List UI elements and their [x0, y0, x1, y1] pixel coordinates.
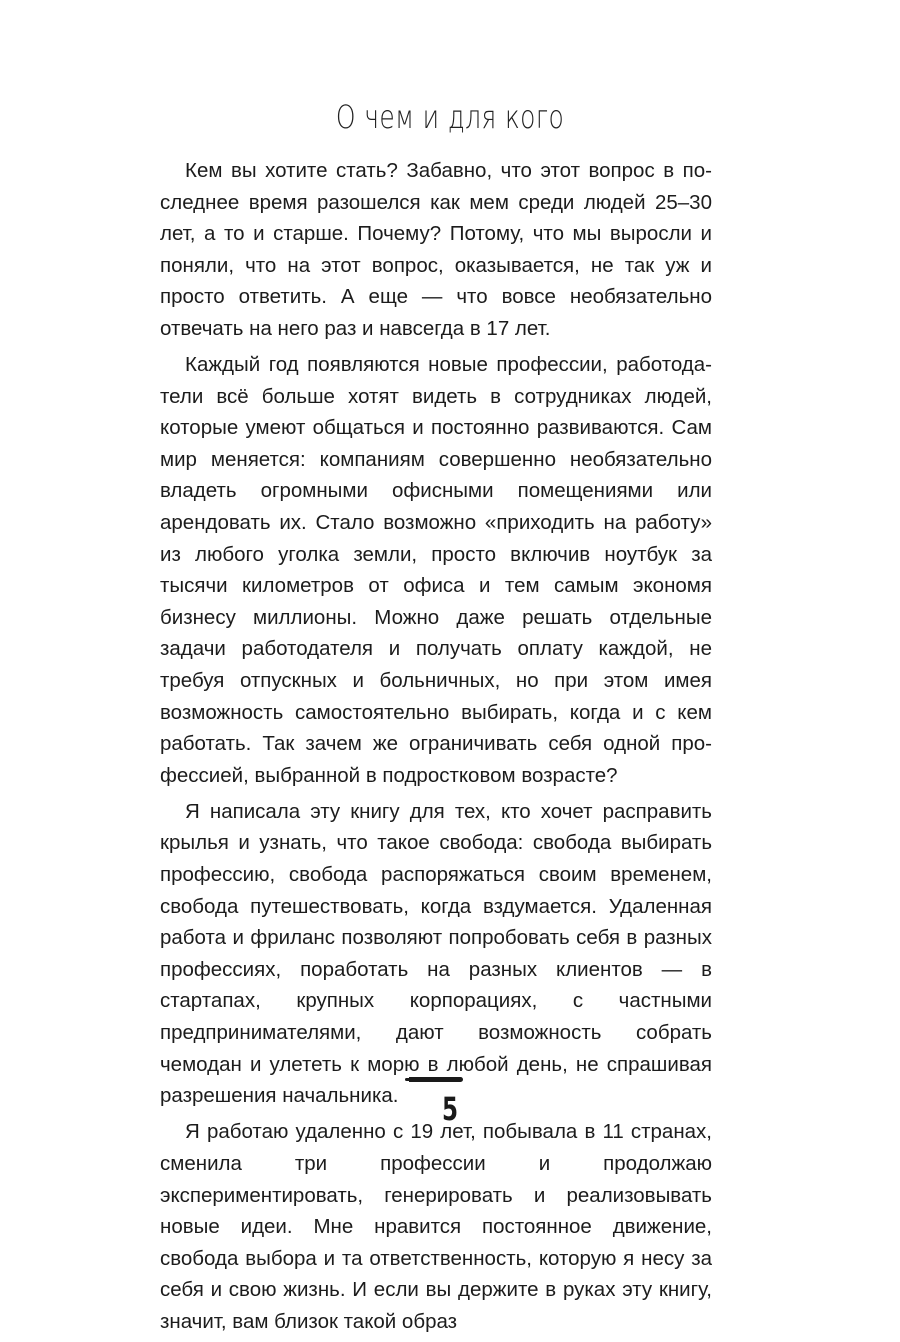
page-number: 5: [441, 1090, 459, 1128]
paragraph: Каждый год появляются новые профессии, работодатели всё больше хотят видеть в сотрудниках людей, которые умеют общаться и постоянно развиваются. Сам мир меняется: компаниям совершенно необязательно владеть огромными офисными помещениями или арендовать их. Стало возможно «приходить на работу» из любого уголка земли, просто включив ноутбук за тысячи километров от офиса и тем самым экономя бизнесу миллионы. Можно даже решать отдельные задачи работодателя и получать оплату каждой, не требуя отпускных и больничных, но при этом имея возможность самостоятельно выбирать, когда и с кем работать. Так зачем же ограничивать себя одной профессией, выбранной в подростковом возрасте?: [160, 353, 712, 787]
body-text: [160, 155, 712, 1342]
page-number-ornament: [409, 1077, 463, 1082]
paragraph: Я написала эту книгу для тех, кто хочет расправить крылья и узнать, что такое свобода: свобода выбирать профессию, свобода распоряжаться своим временем, свобода путешествовать, когда вздумается. Удаленная работа и фриланс позволяют попробовать себя в разных профессиях, поработать на разных клиентов — в стартапах, крупных корпорациях, с частными предпринимателями, дают возможность собрать чемодан и улететь к морю в любой день, не спрашивая разрешения начальника.: [160, 799, 712, 1108]
chapter-title: О чем и для кого: [335, 98, 565, 136]
paragraph: Кем вы хотите стать? Забавно, что этот вопрос в последнее время разошелся как мем среди людей 25–30 лет, а то и старше. Почему? Потому, что мы выросли и поняли, что на этот вопрос, оказывается, не так уж и просто ответить. А еще — что вовсе необязательно отвечать на него раз и навсегда в 17 лет.: [160, 159, 712, 340]
paragraph: Я работаю удаленно с 19 лет, побывала в 11 странах, сменила три профессии и продолжаю экспериментировать, генерировать и реализовывать новые идеи. Мне нравится постоянное движение, свобода выбора и та ответственность, которую я несу за себя и свою жизнь. И если вы держите в руках эту книгу, значит, вам близок такой образ: [160, 1120, 712, 1333]
